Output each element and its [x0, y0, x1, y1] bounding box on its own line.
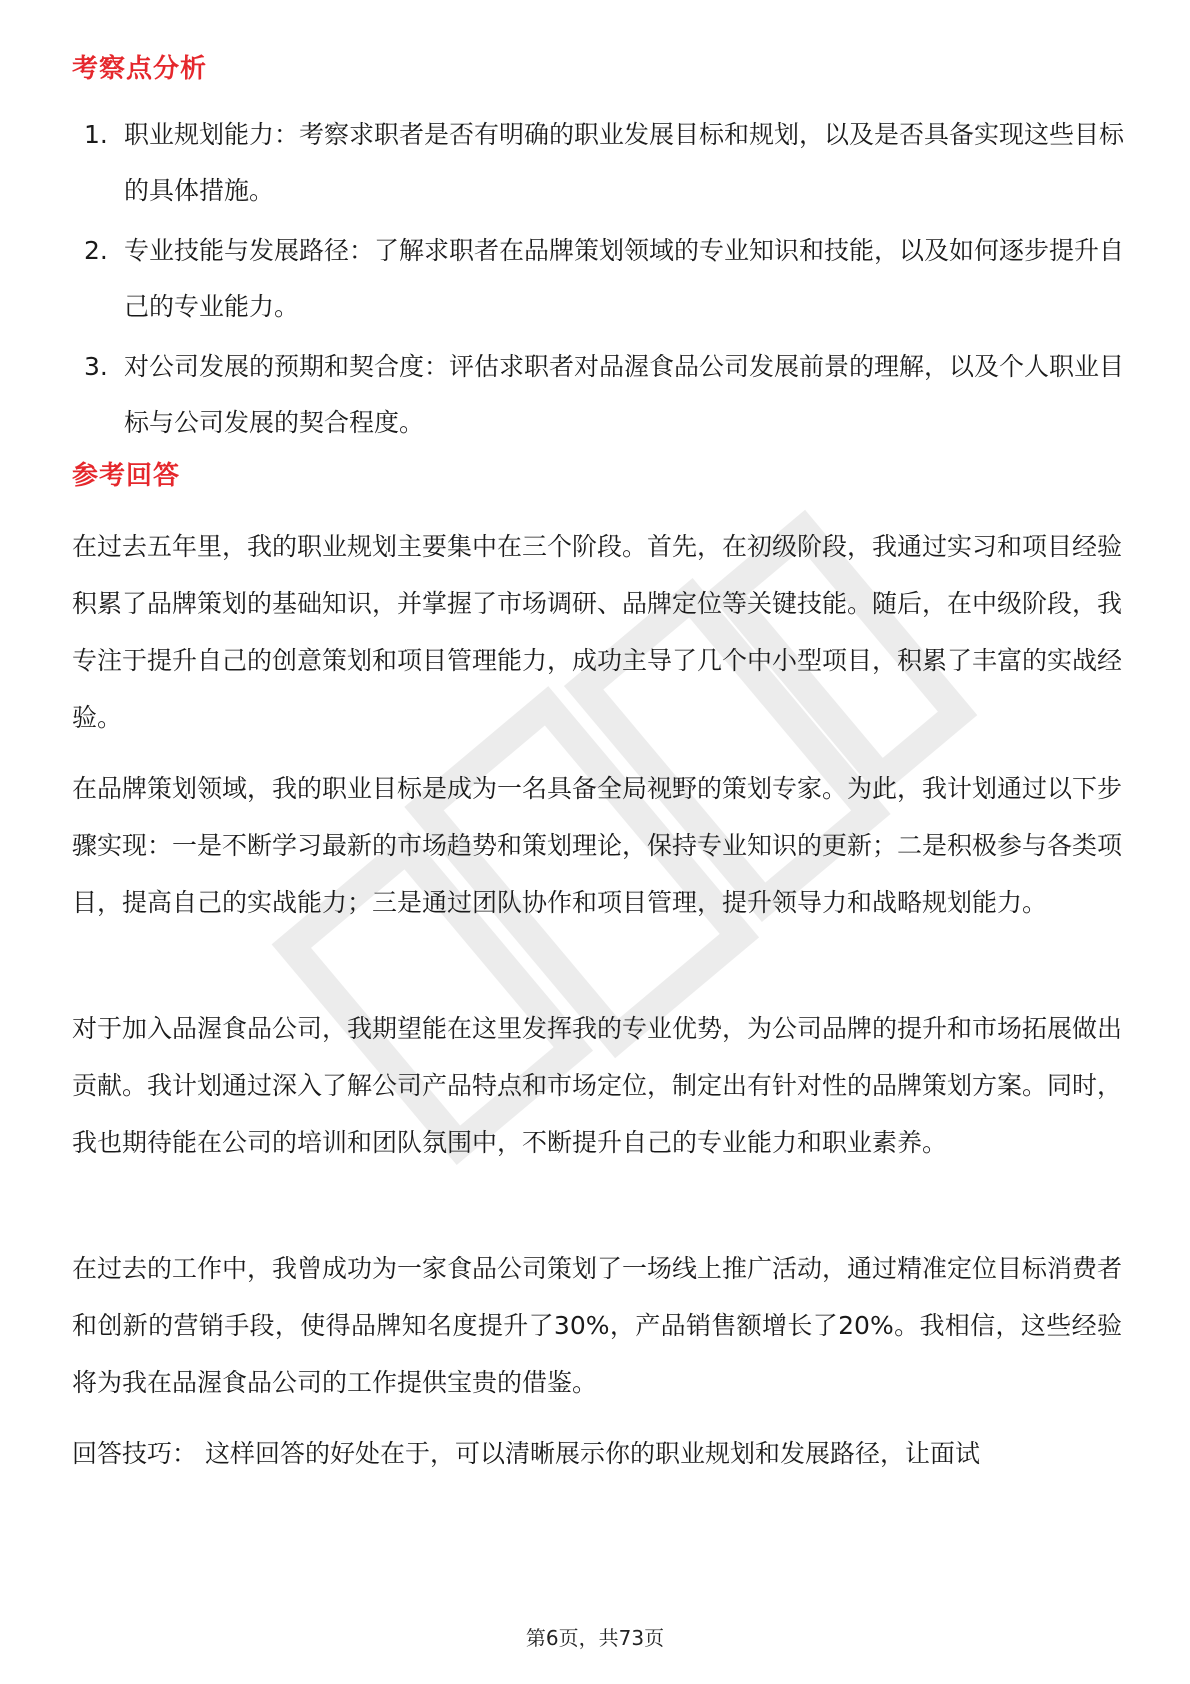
page-number: 第6页，共73页	[525, 1626, 665, 1650]
list-number: 3.	[84, 352, 108, 381]
list-item	[84, 223, 1124, 335]
list-item-text: 职业规划能力：考察求职者是否有明确的职业发展目标和规划，以及是否具备实现这些目标的具体措施。	[124, 120, 1125, 205]
answer-tip-paragraph: 回答技巧： 这样回答的好处在于，可以清晰展示你的职业规划和发展路径，让面试	[72, 1439, 980, 1468]
section-title-analysis: 考察点分析	[72, 54, 208, 84]
answer-paragraph: 在过去的工作中，我曾成功为一家食品公司策划了一场线上推广活动，通过精准定位目标消费者和创新的营销手段，使得品牌知名度提升了30%，产品销售额增长了20%。我相信，这些经验将为我在品渥食品公司的工作提供宝贵的借鉴。	[72, 1254, 1123, 1397]
section-title-answer: 参考回答	[72, 461, 181, 491]
list-item-text: 专业技能与发展路径：了解求职者在品牌策划领域的专业知识和技能，以及如何逐步提升自己的专业能力。	[124, 236, 1125, 321]
list-item-text: 对公司发展的预期和契合度：评估求职者对品渥食品公司发展前景的理解，以及个人职业目标与公司发展的契合程度。	[124, 352, 1125, 437]
list-item	[84, 107, 1124, 219]
list-number: 2.	[84, 236, 108, 265]
list-number: 1.	[84, 120, 108, 149]
analysis-list	[84, 107, 1124, 455]
list-item	[84, 339, 1124, 451]
answer-paragraph: 对于加入品渥食品公司，我期望能在这里发挥我的专业优势，为公司品牌的提升和市场拓展做出贡献。我计划通过深入了解公司产品特点和市场定位，制定出有针对性的品牌策划方案。同时，我也期待能在公司的培训和团队氛围中，不断提升自己的专业能力和职业素养。	[72, 1014, 1123, 1157]
answer-paragraph: 在品牌策划领域，我的职业目标是成为一名具备全局视野的策划专家。为此，我计划通过以下步骤实现：一是不断学习最新的市场趋势和策划理论，保持专业知识的更新；二是积极参与各类项目，提高自己的实战能力；三是通过团队协作和项目管理，提升领导力和战略规划能力。	[72, 774, 1123, 917]
answer-paragraph: 在过去五年里，我的职业规划主要集中在三个阶段。首先，在初级阶段，我通过实习和项目经验积累了品牌策划的基础知识，并掌握了市场调研、品牌定位等关键技能。随后，在中级阶段，我专注于提升自己的创意策划和项目管理能力，成功主导了几个中小型项目，积累了丰富的实战经验。	[72, 532, 1123, 732]
